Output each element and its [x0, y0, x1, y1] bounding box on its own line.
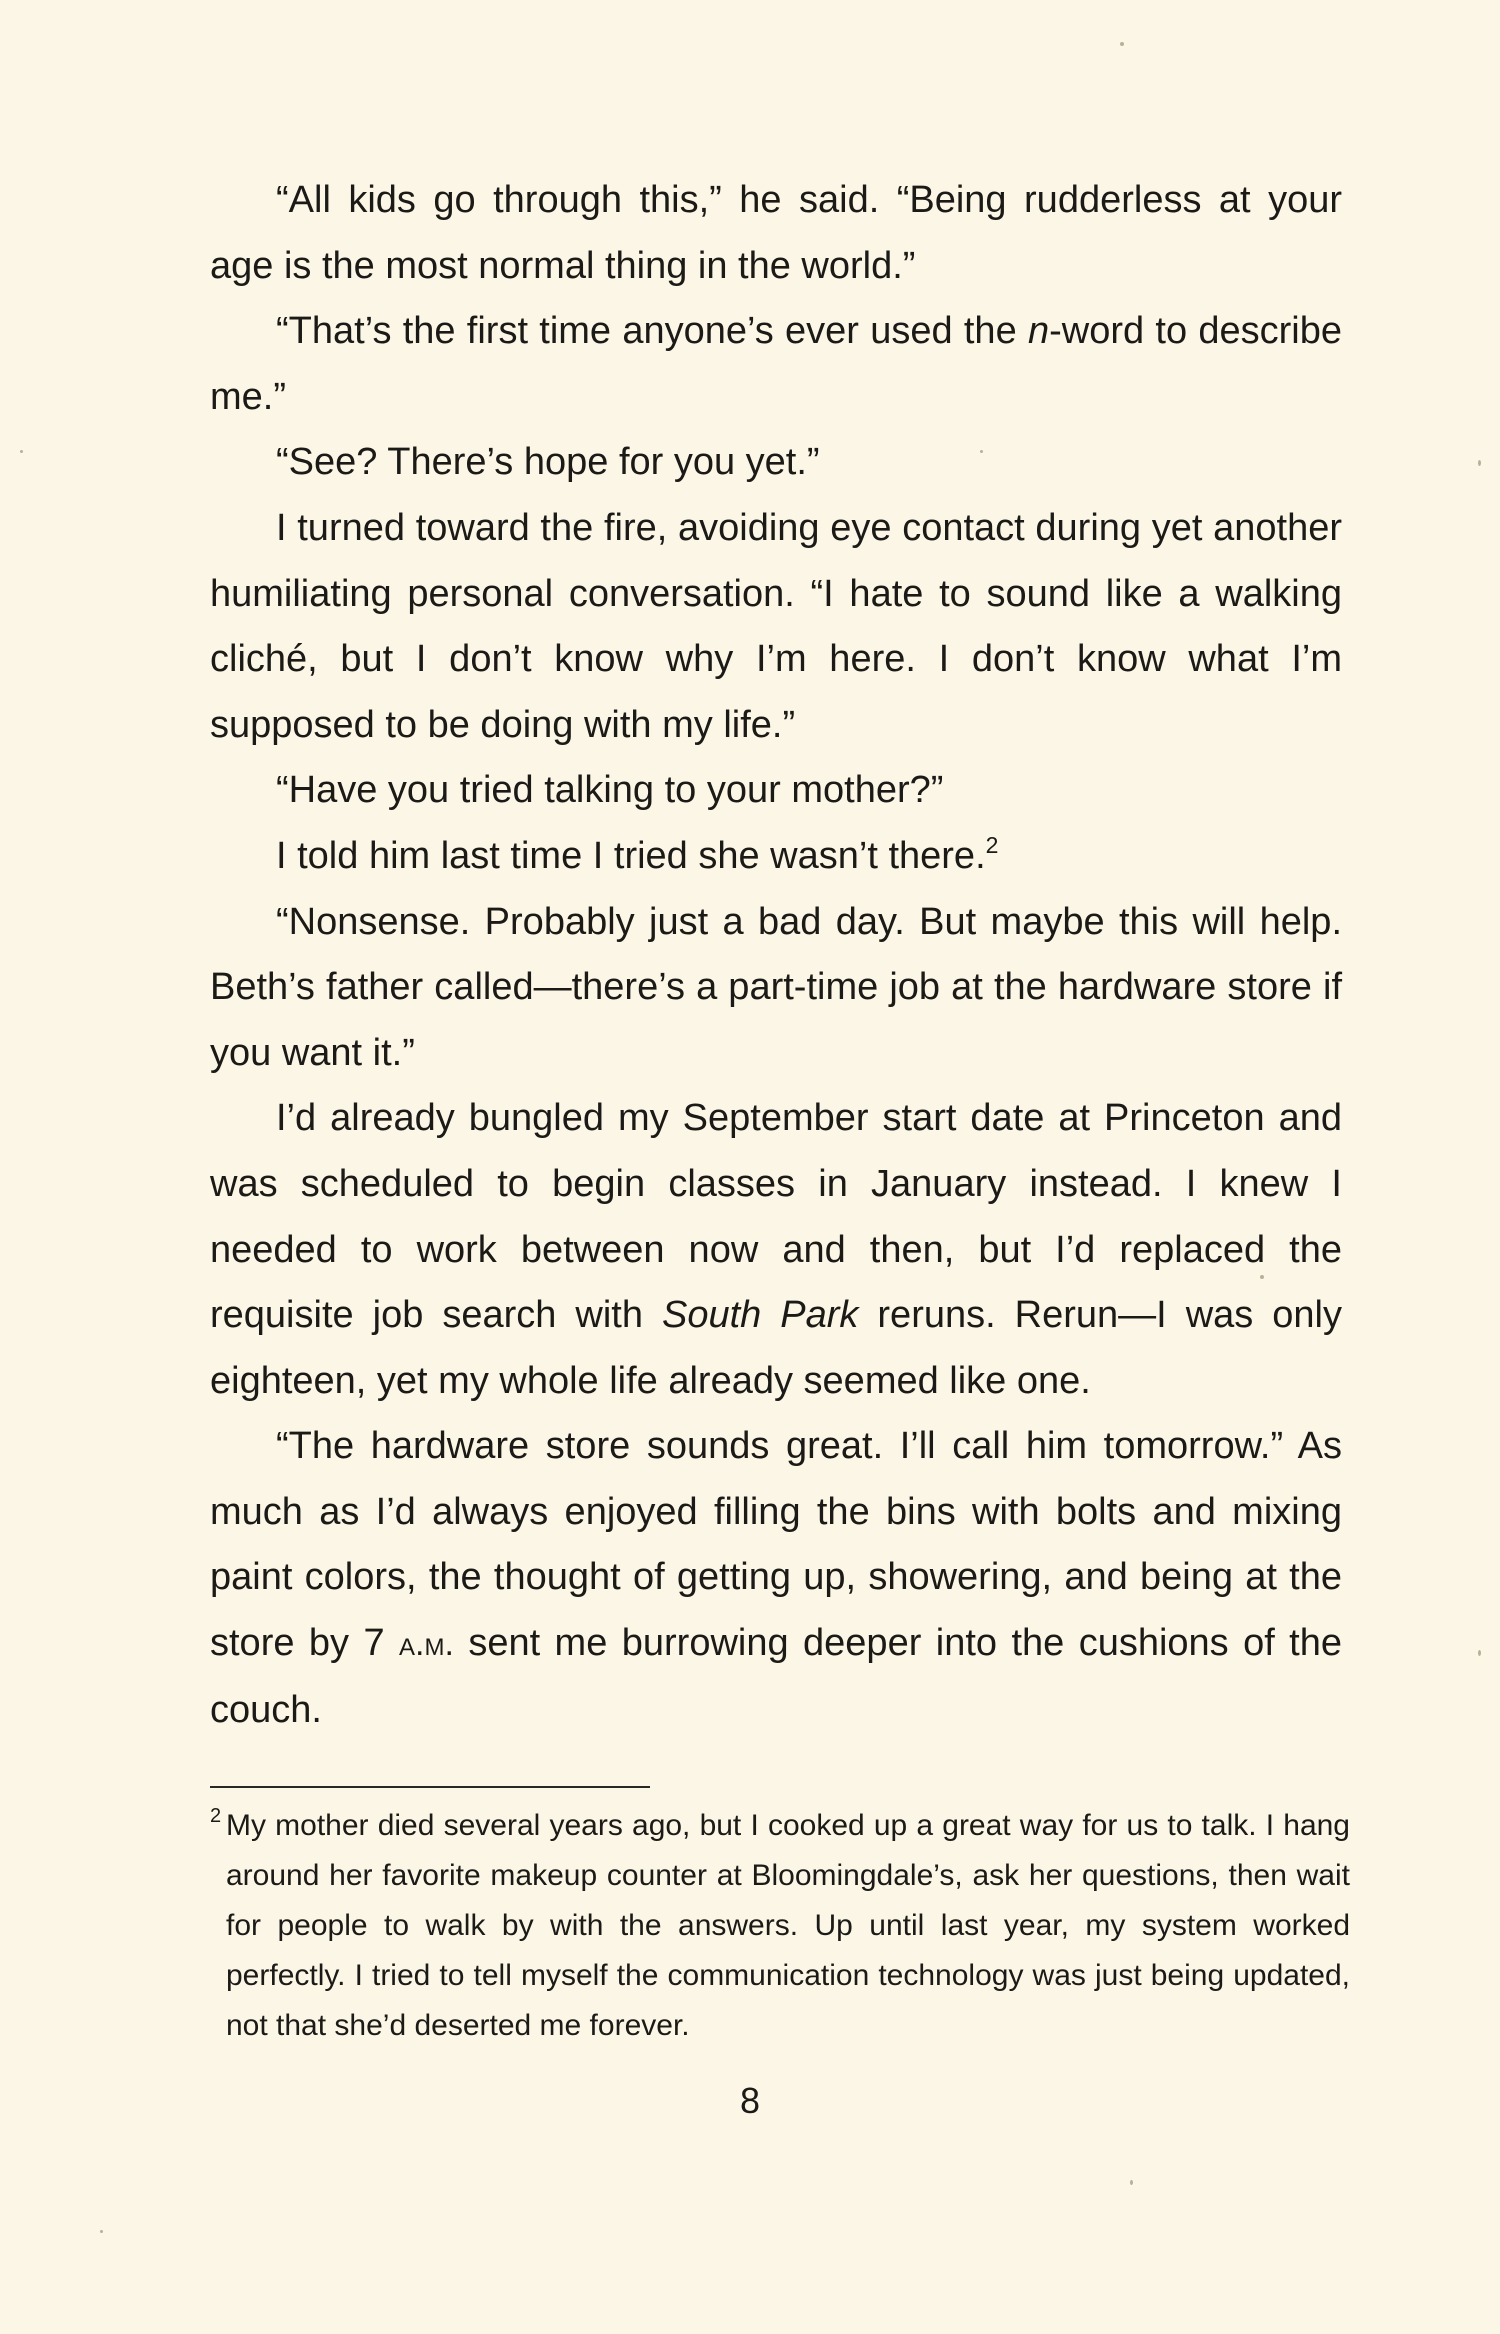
footnote-marker: 2	[210, 1805, 222, 1827]
small-caps-text: a.m.	[399, 1625, 454, 1664]
paragraph-text: “All kids go through this,” he said. “Being rudderless at your age is the most normal thing in the world.”	[210, 179, 1342, 287]
paper-speck	[20, 450, 23, 453]
paper-speck	[100, 2230, 103, 2233]
page-number: 8	[739, 2080, 761, 2121]
footnote-divider	[210, 1786, 650, 1788]
paragraph-text: “Have you tried talking to your mother?”	[276, 769, 944, 812]
paper-speck	[1260, 1275, 1264, 1279]
paragraph-text: -word to describe me.”	[210, 310, 1342, 418]
paragraph-text: sent me burrowing deeper into the cushions of the couch.	[210, 1622, 1343, 1731]
paragraph	[210, 824, 1342, 890]
paragraph	[210, 299, 1342, 430]
paper-speck	[1478, 1650, 1481, 1656]
paper-speck	[980, 450, 983, 453]
paragraph-text: “That’s the first time anyone’s ever used the	[276, 310, 1028, 353]
paragraph	[210, 496, 1342, 758]
italic-text: South Park	[661, 1294, 859, 1337]
paragraph-text: “Nonsense. Probably just a bad day. But maybe this will help. Beth’s father called—there’s a part-time job at the hardware store if you want it.”	[210, 900, 1342, 1074]
paper-speck	[1120, 42, 1124, 46]
paragraph-text: I’d already bungled my September start date at Princeton and was scheduled to begin classes in January instead. I knew I needed to work between now and then, but I’d replaced the requisite job search with	[210, 1097, 1342, 1337]
paper-speck	[1478, 460, 1481, 466]
paper-speck	[1130, 2180, 1133, 2185]
footnote-text: My mother died several years ago, but I cooked up a great way for us to talk. I hang around her favorite makeup counter at Bloomingdale’s, ask her questions, then wait for people to walk by with the answers. Up until last year, my system worked perfectly. I tried to tell myself the communication technology was just being updated, not that she’d deserted me forever.	[226, 1809, 1350, 2042]
italic-text: n	[1027, 310, 1050, 353]
paragraph-text: I told him last time I tried she wasn’t there.	[276, 834, 986, 877]
paragraph	[210, 890, 1342, 1087]
paragraph-text: “See? There’s hope for you yet.”	[276, 441, 820, 484]
paragraph	[210, 758, 1342, 824]
paragraph-text: I turned toward the fire, avoiding eye contact during yet another humiliating personal conversation. “I hate to sound like a walking cliché, but I don’t know why I’m here. I don’t know what I’m supposed to be doing with my life.”	[210, 506, 1342, 746]
body-text	[210, 168, 1342, 1743]
paragraph	[210, 1414, 1342, 1743]
paragraph-text: “The hardware store sounds great. I’ll call him tomorrow.” As much as I’d always enjoyed filling the bins with bolts and mixing paint colors, the thought of getting up, showering, and being at the store by 7	[210, 1425, 1342, 1665]
paragraph	[210, 430, 1342, 496]
paragraph	[210, 168, 1342, 299]
footnote-reference: 2	[985, 831, 999, 858]
paragraph-text: reruns. Rerun—I was only eighteen, yet my whole life already seemed like one.	[210, 1294, 1342, 1402]
footnote	[210, 1801, 1350, 2051]
paragraph	[210, 1086, 1342, 1414]
